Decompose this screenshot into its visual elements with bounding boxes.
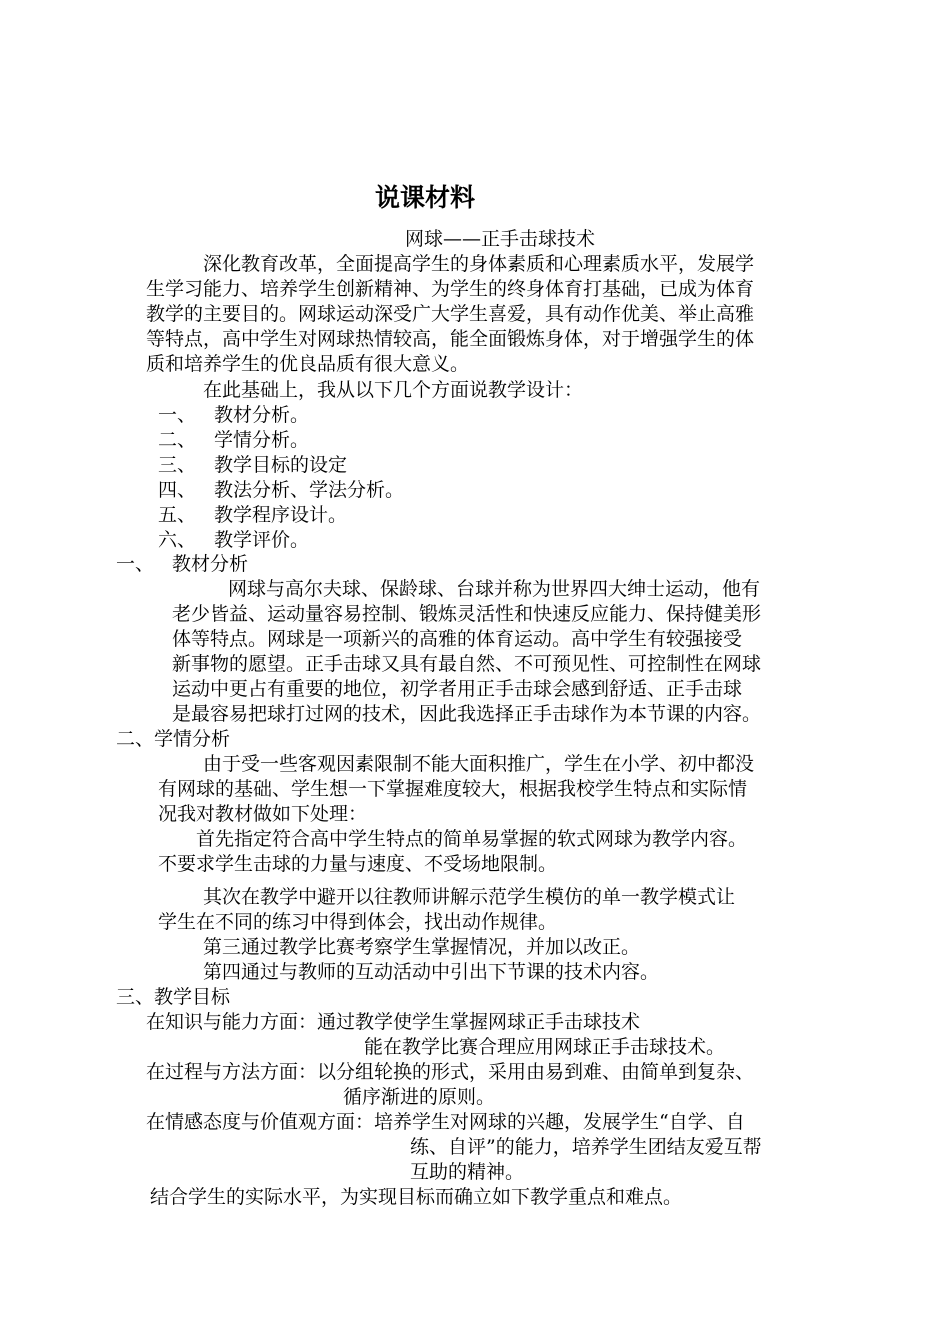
section2-line: 学生在不同的练习中得到体会，找出动作规律。: [158, 911, 558, 933]
section2-line: 首先指定符合高中学生特点的简单易掌握的软式网球为教学内容。: [196, 828, 748, 850]
section1-line: 运动中更占有重要的地位，初学者用正手击球会感到舒适、正手击球: [172, 678, 743, 700]
section1-line: 是最容易把球打过网的技术，因此我选择正手击球作为本节课的内容。: [172, 703, 762, 725]
section3-line: 能在教学比赛合理应用网球正手击球技术。: [364, 1036, 726, 1058]
intro-line: 等特点，高中学生对网球热情较高，能全面锻炼身体，对于增强学生的体: [146, 328, 755, 350]
intro-line: 生学习能力、培养学生创新精神、为学生的终身体育打基础，已成为体育: [146, 278, 755, 300]
outline-num: 六、: [158, 529, 197, 551]
section1-heading: 教材分析: [172, 553, 249, 575]
outline-num: 二、: [158, 429, 197, 451]
section3-line: 循序渐进的原则。: [343, 1086, 496, 1108]
outline-item: 教学目标的设定: [214, 454, 348, 476]
outline-item: 教学评价。: [214, 529, 310, 551]
section3-heading: 三、教学目标: [116, 986, 231, 1008]
section2-line: 第四通过与教师的互动活动中引出下节课的技术内容。: [203, 961, 660, 983]
outline-num: 四、: [158, 479, 197, 501]
section3-line: 在知识与能力方面：通过教学使学生掌握网球正手击球技术: [146, 1011, 641, 1033]
section1-line: 新事物的愿望。正手击球又具有最自然、不可预见性、可控制性在网球: [172, 653, 762, 675]
section2-line: 第三通过教学比赛考察学生掌握情况，并加以改正。: [203, 936, 641, 958]
section3-line: 在情感态度与价值观方面：培养学生对网球的兴趣，发展学生“自学、自: [146, 1111, 745, 1133]
outline-item: 学情分析。: [214, 429, 310, 451]
section2-line: 况我对教材做如下处理：: [158, 803, 368, 825]
section2-line: 不要求学生击球的力量与速度、不受场地限制。: [158, 853, 558, 875]
section1-line: 网球与高尔夫球、保龄球、台球并称为世界四大绅士运动，他有: [228, 578, 761, 600]
section2-heading: 二、学情分析: [116, 728, 231, 750]
outline-num: 三、: [158, 454, 197, 476]
document-subtitle: 网球——正手击球技术: [405, 228, 596, 250]
outline-num: 一、: [158, 404, 197, 426]
section2-line: 由于受一些客观因素限制不能大面积推广，学生在小学、初中都没: [203, 753, 755, 775]
intro-line: 质和培养学生的优良品质有很大意义。: [146, 353, 470, 375]
outline-num: 五、: [158, 504, 197, 526]
section3-line: 练、自评”的能力，培养学生团结友爱互帮: [410, 1136, 762, 1158]
outline-item: 教材分析。: [214, 404, 310, 426]
section1-line: 老少皆益、运动量容易控制、锻炼灵活性和快速反应能力、保持健美形: [172, 603, 762, 625]
intro-line: 深化教育改革，全面提高学生的身体素质和心理素质水平，发展学: [203, 253, 755, 275]
section3-line: 结合学生的实际水平，为实现目标而确立如下教学重点和难点。: [150, 1186, 683, 1208]
outline-item: 教学程序设计。: [214, 504, 348, 526]
section2-line: 有网球的基础、学生想一下掌握难度较大，根据我校学生特点和实际情: [158, 778, 748, 800]
section1-line: 体等特点。网球是一项新兴的高雅的体育运动。高中学生有较强接受: [172, 628, 743, 650]
section3-line: 在过程与方法方面：以分组轮换的形式，采用由易到难、由简单到复杂、: [146, 1061, 755, 1083]
section1-num: 一、: [116, 553, 155, 575]
outline-intro: 在此基础上，我从以下几个方面说教学设计：: [203, 379, 584, 401]
document-title: 说课材料: [375, 183, 476, 212]
section2-line: 其次在教学中避开以往教师讲解示范学生模仿的单一教学模式让: [203, 886, 736, 908]
outline-item: 教法分析、学法分析。: [214, 479, 405, 501]
intro-line: 教学的主要目的。网球运动深受广大学生喜爱，具有动作优美、举止高雅: [146, 303, 755, 325]
section3-line: 互助的精神。: [410, 1161, 525, 1183]
